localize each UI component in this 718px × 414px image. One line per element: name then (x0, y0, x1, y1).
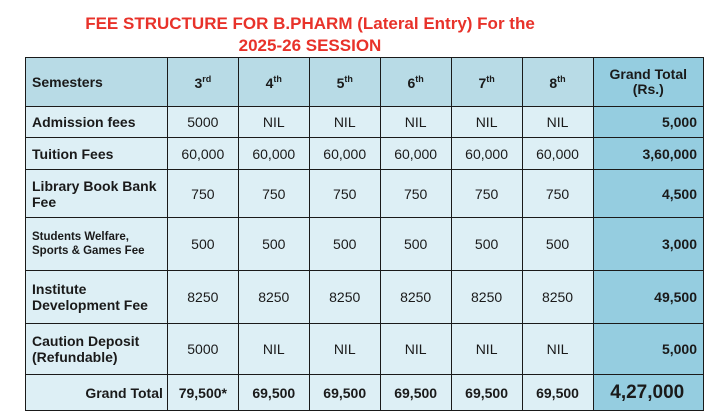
table-cell: 60,000 (238, 138, 309, 170)
table-cell: 750 (309, 170, 380, 218)
table-cell: 8250 (380, 271, 451, 324)
table-cell: 60,000 (380, 138, 451, 170)
table-cell: 69,500 (309, 375, 380, 411)
row-total: 5,000 (593, 107, 704, 138)
row-label: Tuition Fees (26, 138, 168, 170)
semester-header: 5th (309, 58, 380, 107)
row-total: 5,000 (593, 324, 704, 375)
table-row (26, 324, 704, 375)
grand-total-value: 4,27,000 (593, 375, 704, 411)
table-cell: 8250 (522, 271, 593, 324)
table-cell: 500 (522, 218, 593, 271)
table-cell: 60,000 (309, 138, 380, 170)
row-label: Admission fees (26, 107, 168, 138)
row-label: Caution Deposit (Refundable) (26, 324, 168, 375)
semester-header: 8th (522, 58, 593, 107)
table-cell: 60,000 (167, 138, 238, 170)
table-cell: 750 (167, 170, 238, 218)
semesters-header: Semesters (26, 58, 168, 107)
table-cell: 5000 (167, 324, 238, 375)
page-title (40, 13, 580, 57)
semester-header: 6th (380, 58, 451, 107)
table-cell: 500 (380, 218, 451, 271)
grand-total-label: Grand Total (26, 375, 168, 411)
table-cell: 8250 (238, 271, 309, 324)
table-cell: 8250 (167, 271, 238, 324)
table-cell: NIL (380, 107, 451, 138)
header-row (26, 58, 704, 107)
table-row (26, 271, 704, 324)
table-cell: 750 (522, 170, 593, 218)
table-cell: NIL (380, 324, 451, 375)
table-cell: 69,500 (380, 375, 451, 411)
row-total: 49,500 (593, 271, 704, 324)
table-cell: NIL (309, 107, 380, 138)
table-cell: 60,000 (451, 138, 522, 170)
table-cell: 750 (238, 170, 309, 218)
row-label: Institute Development Fee (26, 271, 168, 324)
table-cell: 750 (380, 170, 451, 218)
table-cell: 8250 (309, 271, 380, 324)
table-cell: 69,500 (451, 375, 522, 411)
table-cell: 8250 (451, 271, 522, 324)
table-cell: 5000 (167, 107, 238, 138)
table-cell: NIL (238, 107, 309, 138)
table-cell: NIL (522, 107, 593, 138)
table-cell: 500 (167, 218, 238, 271)
title-line-2: 2025-26 SESSION (238, 36, 382, 55)
table-cell: 69,500 (238, 375, 309, 411)
grand-total-header: Grand Total (Rs.) (593, 58, 704, 107)
semester-header: 3rd (167, 58, 238, 107)
table-cell: NIL (309, 324, 380, 375)
fee-structure-table (25, 57, 704, 411)
grand-total-row (26, 375, 704, 411)
row-total: 3,60,000 (593, 138, 704, 170)
table-row (26, 138, 704, 170)
table-row (26, 170, 704, 218)
table-cell: NIL (238, 324, 309, 375)
table-row (26, 218, 704, 271)
row-total: 4,500 (593, 170, 704, 218)
table-cell: 500 (238, 218, 309, 271)
table-cell: 79,500* (167, 375, 238, 411)
semester-header: 4th (238, 58, 309, 107)
table-cell: 500 (451, 218, 522, 271)
table-cell: 750 (451, 170, 522, 218)
table-cell: NIL (451, 107, 522, 138)
table-cell: 60,000 (522, 138, 593, 170)
title-line-1: FEE STRUCTURE FOR B.PHARM (Lateral Entry) For the (85, 14, 535, 33)
table-cell: 69,500 (522, 375, 593, 411)
row-label: Students Welfare, Sports & Games Fee (26, 218, 168, 271)
table-cell: 500 (309, 218, 380, 271)
row-total: 3,000 (593, 218, 704, 271)
semester-header: 7th (451, 58, 522, 107)
table-cell: NIL (522, 324, 593, 375)
table-cell: NIL (451, 324, 522, 375)
table-row (26, 107, 704, 138)
row-label: Library Book Bank Fee (26, 170, 168, 218)
